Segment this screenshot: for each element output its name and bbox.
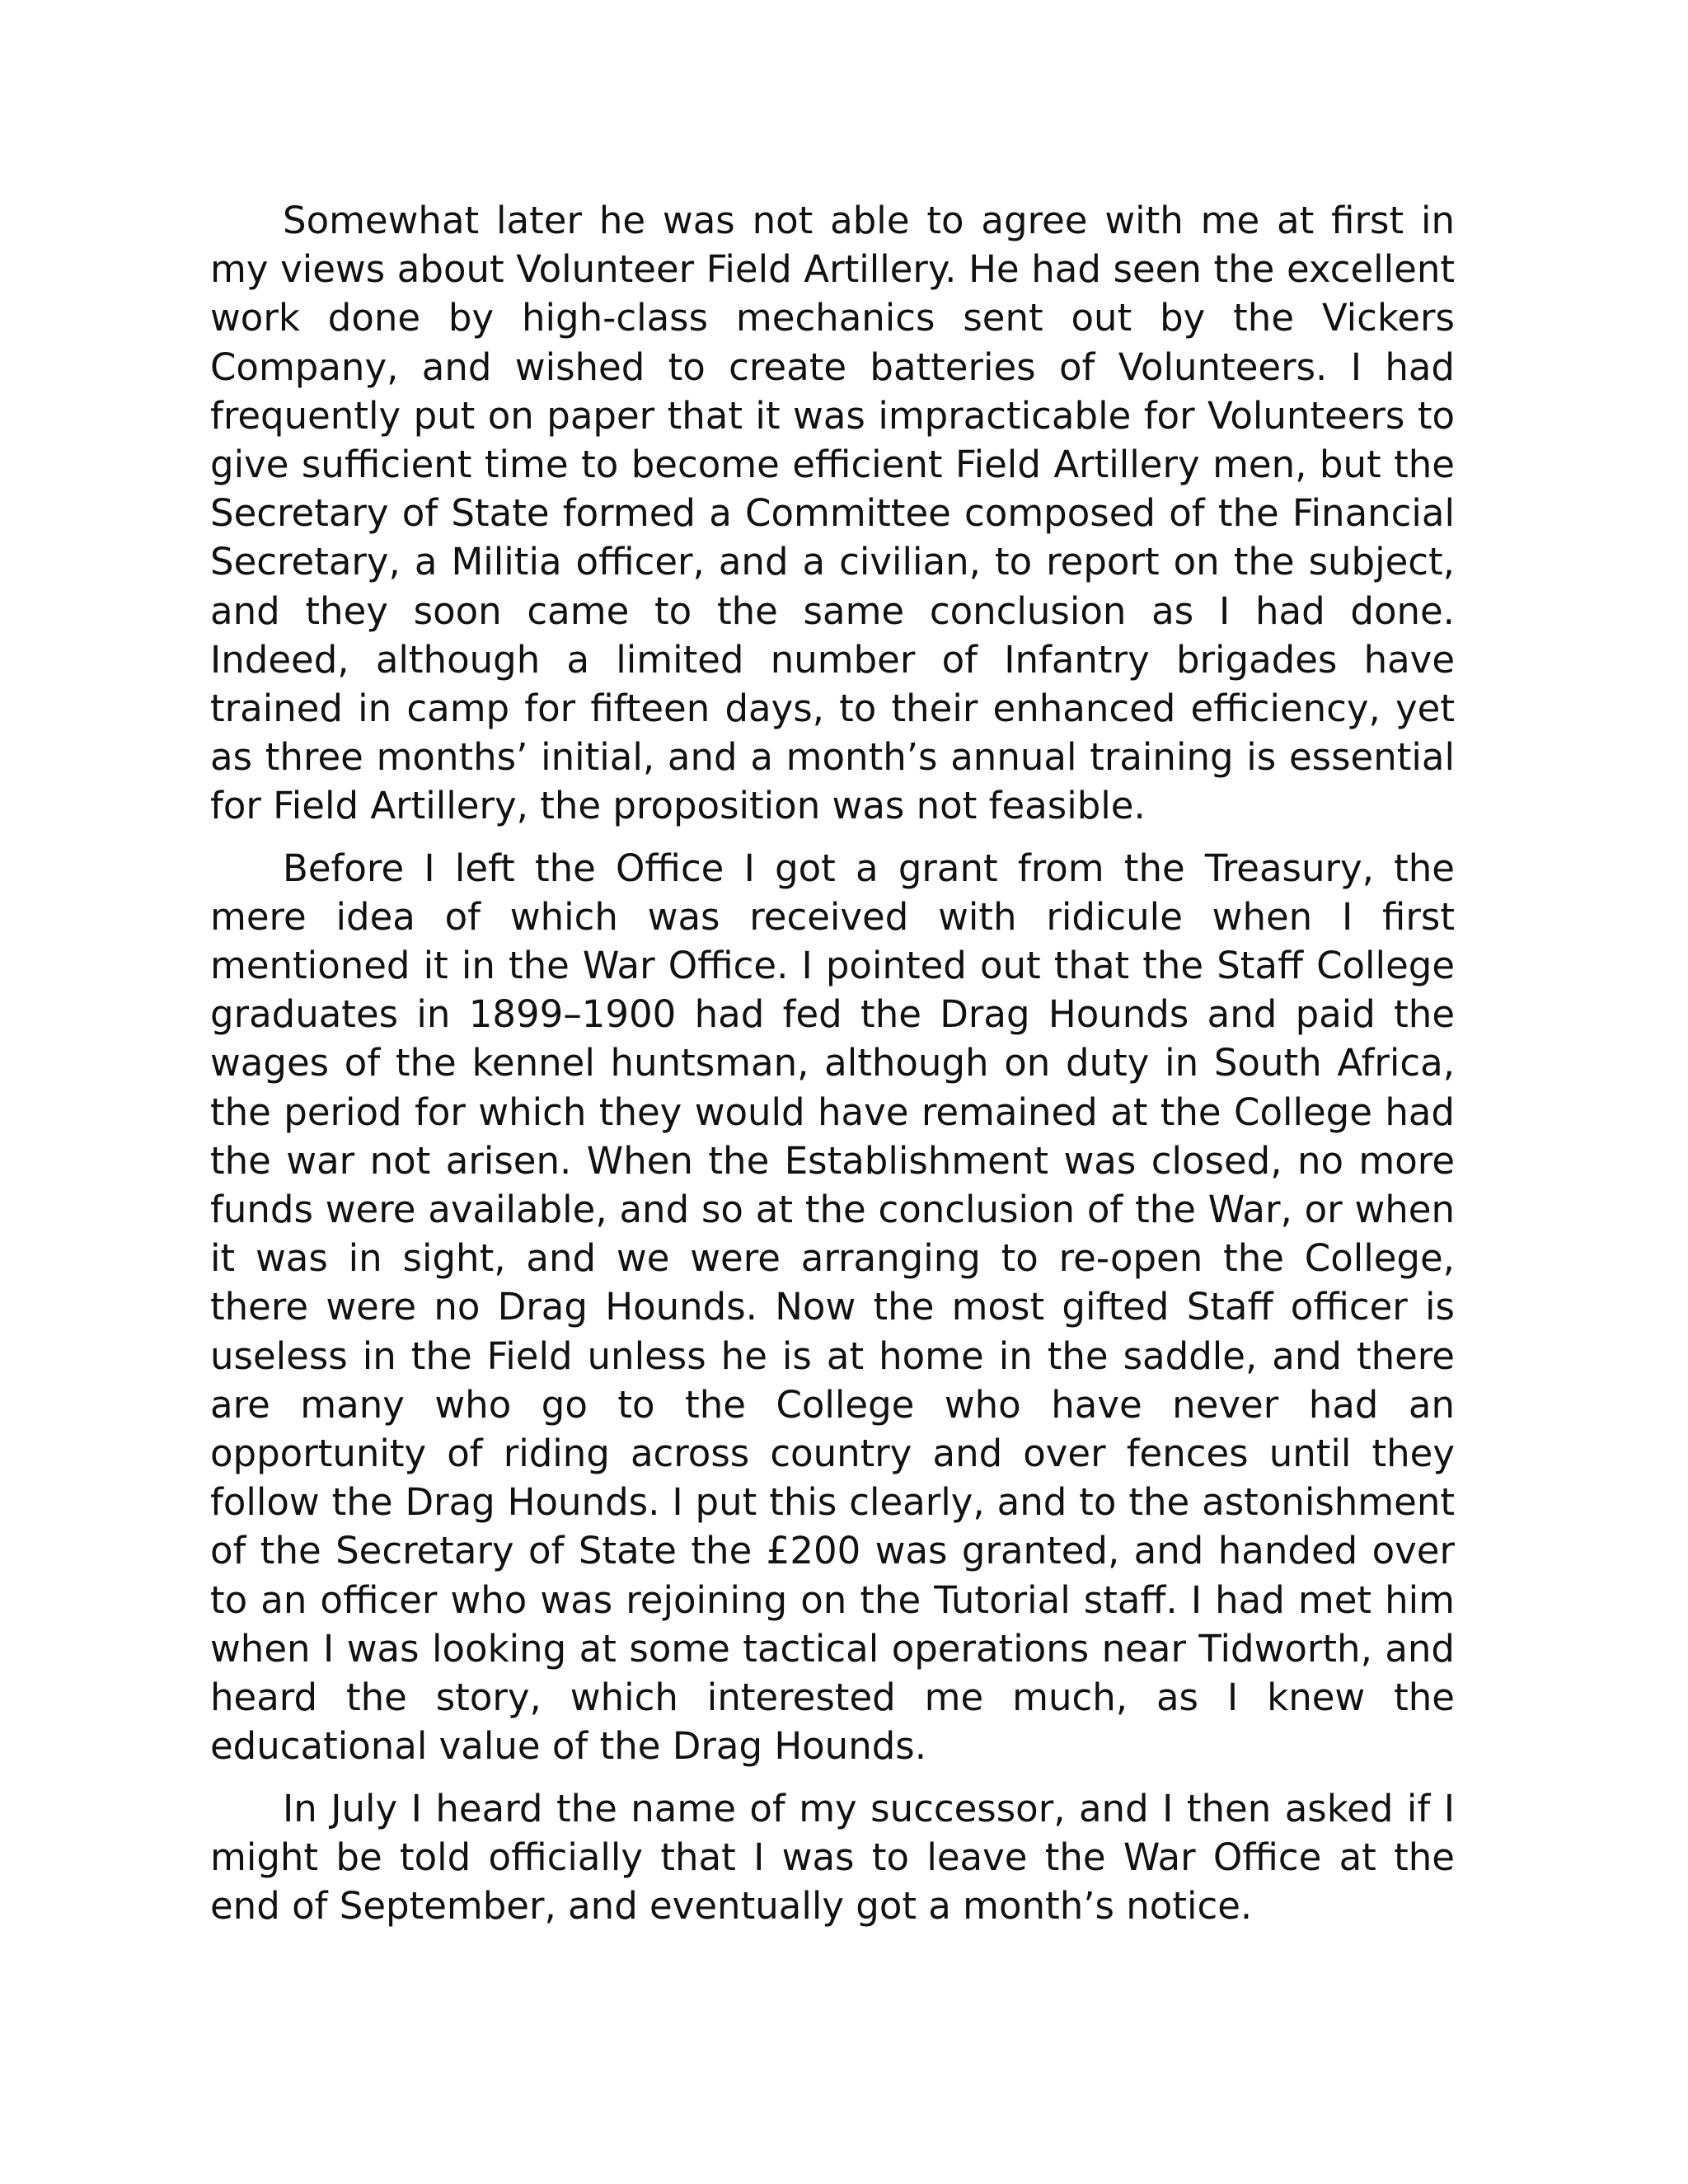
paragraph-successor-notice: In July I heard the name of my successor, and I then asked if I might be told officially that I was to leave the War Office at the end of September, and eventually got a month’s notice. — [210, 1786, 1455, 1928]
paragraph-volunteer-artillery: Somewhat later he was not able to agree with me at first in my views about Volunteer Field Artillery. He had seen the excellent work done by high-class mechanics sent out by the Vickers Company, and wished to create batteries of Volunteers. I had frequently put on paper that it was impracticable for Volunteers to give sufficient time to become efficient Field Artillery men, but the Secretary of State formed a Committee composed of the Financial Secretary, a Militia officer, and a civilian, to report on the subject, and they soon came to the same conclusion as I had done. Indeed, although a limited number of Infantry brigades have trained in camp for fifteen days, to their enhanced efficiency, yet as three months’ initial, and a month’s annual training is essential for Field Artillery, the proposition was not feasible. — [210, 199, 1455, 828]
paragraph-drag-hounds-grant: Before I left the Office I got a grant from the Treasury, the mere idea of which was received with ridicule when I first mentioned it in the War Office. I pointed out that the Staff College graduates in 1899–1900 had fed the Drag Hounds and paid the wages of the kennel huntsman, although on duty in South Africa, the period for which they would have remained at the College had the war not arisen. When the Establishment was closed, no more funds were available, and so at the conclusion of the War, or when it was in sight, and we were arranging to re-open the College, there were no Drag Hounds. Now the most gifted Staff officer is useless in the Field unless he is at home in the saddle, and there are many who go to the College who have never had an opportunity of riding across country and over fences until they follow the Drag Hounds. I put this clearly, and to the astonishment of the Secretary of State the £200 was granted, and handed over to an officer who was rejoining on the Tutorial staff. I had met him when I was looking at some tactical operations near Tidworth, and heard the story, which interested me much, as I knew the educational value of the Drag Hounds. — [210, 846, 1455, 1769]
document-page — [210, 196, 1455, 1930]
